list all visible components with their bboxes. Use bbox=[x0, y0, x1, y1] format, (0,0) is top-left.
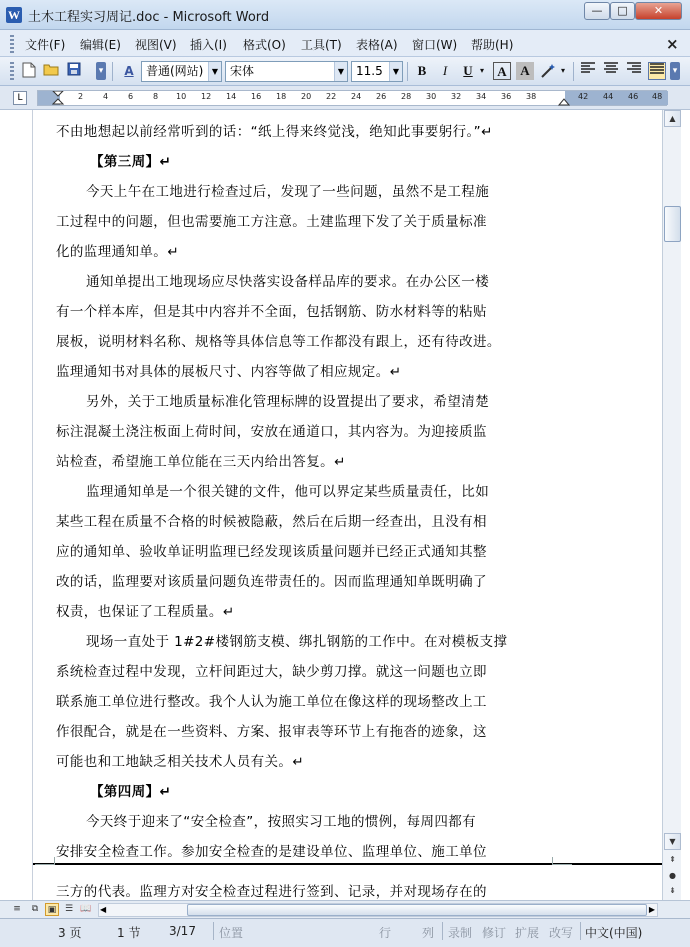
document-line: 化的监理通知单。↵ bbox=[56, 244, 179, 260]
font-size-select[interactable] bbox=[351, 61, 403, 82]
page-corner-mark bbox=[35, 857, 55, 865]
justify-icon[interactable] bbox=[648, 62, 666, 80]
title-bar bbox=[0, 0, 690, 30]
save-icon[interactable] bbox=[65, 62, 83, 80]
document-line: 联系施工单位进行整改。我个人认为施工单位在像这样的现场整改上工 bbox=[56, 694, 487, 710]
document-line: 通知单提出工地现场应尽快落实设备样品库的要求。在办公区一楼 bbox=[86, 274, 490, 290]
ruler-tick-label: 36 bbox=[501, 92, 512, 101]
new-document-icon[interactable] bbox=[20, 62, 38, 80]
ruler-tick-label: 18 bbox=[276, 92, 287, 101]
menu-window[interactable]: 窗口(W) bbox=[412, 38, 458, 52]
normal-view-icon[interactable]: ≡ bbox=[13, 904, 21, 914]
menu-tools[interactable]: 工具(T) bbox=[301, 38, 342, 52]
align-center-icon[interactable] bbox=[602, 62, 620, 80]
menu-bar bbox=[0, 30, 690, 57]
align-left-icon[interactable] bbox=[579, 62, 597, 80]
ruler-tick-label: 38 bbox=[526, 92, 537, 101]
chevron-down-icon[interactable]: ▼ bbox=[389, 62, 402, 81]
status-separator bbox=[580, 922, 581, 940]
open-folder-icon[interactable] bbox=[42, 62, 60, 80]
chevron-down-icon[interactable]: ▾ bbox=[560, 66, 565, 75]
document-line: 权责，也保证了工程质量。↵ bbox=[56, 604, 235, 620]
status-extend-mode[interactable]: 扩展 bbox=[515, 926, 540, 940]
menu-help[interactable]: 帮助(H) bbox=[471, 38, 514, 52]
status-position: 位置 bbox=[219, 926, 244, 940]
toolbar-options-icon[interactable]: ▾ bbox=[670, 62, 680, 80]
document-line-next-page: 三方的代表。监理方对安全检查过程进行签到、记录，并对现场存在的 bbox=[56, 884, 487, 900]
ruler-tick-label: 44 bbox=[603, 92, 614, 101]
document-page[interactable] bbox=[33, 110, 662, 900]
toolbar-separator bbox=[407, 62, 408, 81]
status-separator bbox=[442, 922, 443, 940]
menu-view[interactable]: 视图(V) bbox=[135, 38, 177, 52]
toolbar-separator bbox=[573, 62, 574, 81]
page-corner-mark bbox=[552, 857, 572, 865]
status-bar bbox=[0, 918, 690, 947]
section-heading: 【第四周】↵ bbox=[90, 784, 172, 800]
underline-button[interactable]: U bbox=[463, 63, 473, 78]
style-select[interactable] bbox=[141, 61, 222, 82]
menu-table[interactable]: 表格(A) bbox=[356, 38, 398, 52]
font-select[interactable] bbox=[225, 61, 348, 82]
document-line: 安排安全检查工作。参加安全检查的是建设单位、监理单位、施工单位 bbox=[56, 844, 487, 860]
next-page-icon[interactable]: ⇟ bbox=[669, 886, 676, 895]
ruler-tick-label: 8 bbox=[153, 92, 159, 101]
right-indent-marker-icon[interactable] bbox=[558, 91, 570, 106]
document-line: 监理通知书对具体的展板尺寸、内容等做了相应规定。↵ bbox=[56, 364, 402, 380]
left-gutter bbox=[0, 110, 33, 900]
horizontal-ruler[interactable] bbox=[37, 90, 667, 106]
menu-format[interactable]: 格式(O) bbox=[243, 38, 286, 52]
status-page-of: 3/17 bbox=[169, 924, 196, 938]
status-row: 行 bbox=[379, 926, 392, 940]
ruler-tick-label: 16 bbox=[251, 92, 262, 101]
document-line: 现场一直处于 1#2#楼钢筋支模、绑扎钢筋的工作中。在对模板支撑 bbox=[86, 634, 508, 650]
toolbar-grip-handle[interactable] bbox=[10, 62, 14, 80]
ruler-bar bbox=[0, 86, 690, 110]
ruler-tick-label: 26 bbox=[376, 92, 387, 101]
document-line: 应的通知单、验收单证明监理已经发现该质量问题并已经正式通知其整 bbox=[56, 544, 487, 560]
menu-insert[interactable]: 插入(I) bbox=[190, 38, 227, 52]
outline-view-icon[interactable]: ☰ bbox=[64, 904, 74, 914]
chevron-down-icon[interactable]: ▾ bbox=[479, 66, 484, 75]
chevron-down-icon[interactable]: ▼ bbox=[208, 62, 221, 81]
ruler-tick-label: 10 bbox=[176, 92, 187, 101]
document-line: 工过程中的问题，但也需要施工方注意。土建监理下发了关于质量标准 bbox=[56, 214, 487, 230]
ruler-tick-label: 30 bbox=[426, 92, 437, 101]
maximize-button[interactable]: □ bbox=[610, 2, 635, 20]
status-record-mode[interactable]: 录制 bbox=[448, 926, 473, 940]
ruler-tick-label: 24 bbox=[351, 92, 362, 101]
document-line: 另外，关于工地质量标准化管理标牌的设置提出了要求，希望清楚 bbox=[86, 394, 490, 410]
web-layout-view-icon[interactable]: ⧉ bbox=[31, 904, 39, 914]
vertical-scrollbar[interactable] bbox=[662, 110, 681, 900]
horizontal-scroll-row bbox=[0, 900, 690, 918]
bold-button[interactable]: B bbox=[417, 63, 427, 78]
toolbar-options-icon[interactable]: ▾ bbox=[96, 62, 106, 80]
document-line: 作很配合，就是在一些资料、方案、报审表等环节上有拖沓的迹象，这 bbox=[56, 724, 487, 740]
document-line: 监理通知单是一个很关键的文件，他可以界定某些质量责任，比如 bbox=[86, 484, 490, 500]
chevron-down-icon[interactable]: ▼ bbox=[334, 62, 347, 81]
horizontal-scrollbar[interactable] bbox=[98, 903, 658, 917]
previous-page-icon[interactable]: ⇞ bbox=[669, 855, 676, 864]
ruler-tick-label: 22 bbox=[326, 92, 337, 101]
minimize-button[interactable]: — bbox=[584, 2, 610, 20]
status-overtype-mode[interactable]: 改写 bbox=[549, 926, 574, 940]
status-col: 列 bbox=[422, 926, 435, 940]
style-select-value: 普通(网站) bbox=[146, 64, 204, 78]
italic-button[interactable]: I bbox=[442, 63, 448, 78]
document-close-icon[interactable]: × bbox=[666, 35, 679, 53]
toolbar bbox=[0, 57, 690, 86]
ruler-tick-label: 28 bbox=[401, 92, 412, 101]
document-line: 某些工程在质量不合格的时候被隐蔽，然后在后期一经查出，且没有相 bbox=[56, 514, 487, 530]
ruler-tick-label: 42 bbox=[578, 92, 589, 101]
document-line: 可能也和工地缺乏相关技术人员有关。↵ bbox=[56, 754, 305, 770]
document-line: 标注混凝土浇注板面上荷时间，安放在通道口，其内容为。为迎接质监 bbox=[56, 424, 487, 440]
status-page: 3 页 bbox=[58, 926, 82, 940]
select-browse-object-icon[interactable]: ● bbox=[669, 871, 676, 880]
menu-edit[interactable]: 编辑(E) bbox=[80, 38, 121, 52]
window-title: 土木工程实习周记.doc - Microsoft Word bbox=[28, 10, 270, 25]
ruler-tick-label: 20 bbox=[301, 92, 312, 101]
document-line: 系统检查过程中发现，立杆间距过大，缺少剪刀撑。就这一问题也立即 bbox=[56, 664, 487, 680]
ruler-tick-label: 32 bbox=[451, 92, 462, 101]
align-right-icon[interactable] bbox=[625, 62, 643, 80]
word-app-icon[interactable]: W bbox=[8, 8, 20, 22]
character-shading-button[interactable]: A bbox=[516, 62, 534, 80]
indent-marker-icon[interactable] bbox=[52, 91, 66, 106]
tab-stop-selector[interactable]: L bbox=[13, 91, 27, 105]
ruler-tick-label: 12 bbox=[201, 92, 212, 101]
ruler-tick-label: 46 bbox=[628, 92, 639, 101]
menu-file[interactable]: 文件(F) bbox=[25, 38, 66, 52]
scroll-up-icon[interactable]: ▲ bbox=[664, 110, 681, 127]
status-track-changes[interactable]: 修订 bbox=[482, 926, 507, 940]
menu-grip-handle[interactable] bbox=[10, 35, 14, 53]
document-line: 今天上午在工地进行检查过后，发现了一些问题，虽然不是工程施 bbox=[86, 184, 490, 200]
document-line: 有一个样本库，但是其中内容并不全面，包括钢筋、防水材料等的粘贴 bbox=[56, 304, 487, 320]
status-language[interactable]: 中文(中国) bbox=[585, 926, 643, 940]
reading-layout-view-icon[interactable]: 📖 bbox=[80, 904, 92, 914]
ruler-tick-label: 6 bbox=[128, 92, 134, 101]
font-size-value: 11.5 bbox=[356, 64, 383, 78]
document-line: 不由地想起以前经常听到的话：“纸上得来终觉浅，绝知此事要躬行。”↵ bbox=[56, 124, 493, 140]
section-heading: 【第三周】↵ bbox=[90, 154, 172, 170]
close-button[interactable]: ✕ bbox=[635, 2, 682, 20]
scroll-right-icon[interactable]: ▶ bbox=[648, 905, 655, 914]
document-line: 站检查，希望施工单位能在三天内给出答复。↵ bbox=[56, 454, 346, 470]
horizontal-scroll-thumb[interactable] bbox=[187, 904, 647, 916]
magic-wand-icon[interactable] bbox=[539, 62, 557, 80]
document-line: 改的话，监理要对该质量问题负连带责任的。因而监理通知单既明确了 bbox=[56, 574, 487, 590]
font-select-value: 宋体 bbox=[230, 64, 255, 78]
ruler-tick-label: 14 bbox=[226, 92, 237, 101]
toolbar-separator bbox=[112, 62, 113, 81]
vertical-scroll-thumb[interactable] bbox=[664, 206, 681, 242]
ruler-tick-label: 48 bbox=[652, 92, 663, 101]
ruler-tick-label: 2 bbox=[78, 92, 84, 101]
document-line: 展板，说明材料名称、规格等具体信息等工作都没有跟上，还有待改进。 bbox=[56, 334, 501, 350]
print-layout-view-icon[interactable]: ▣ bbox=[45, 903, 59, 916]
status-section: 1 节 bbox=[117, 926, 141, 940]
styles-and-formatting-icon[interactable]: A bbox=[124, 64, 134, 78]
ruler-tick-label: 4 bbox=[103, 92, 109, 101]
document-line: 今天终于迎来了“安全检查”，按照实习工地的惯例，每周四都有 bbox=[86, 814, 477, 830]
status-separator bbox=[213, 922, 214, 940]
scroll-down-icon[interactable]: ▼ bbox=[664, 833, 681, 850]
scroll-left-icon[interactable]: ◀ bbox=[100, 905, 107, 914]
character-border-button[interactable]: A bbox=[493, 62, 511, 80]
ruler-tick-label: 34 bbox=[476, 92, 487, 101]
